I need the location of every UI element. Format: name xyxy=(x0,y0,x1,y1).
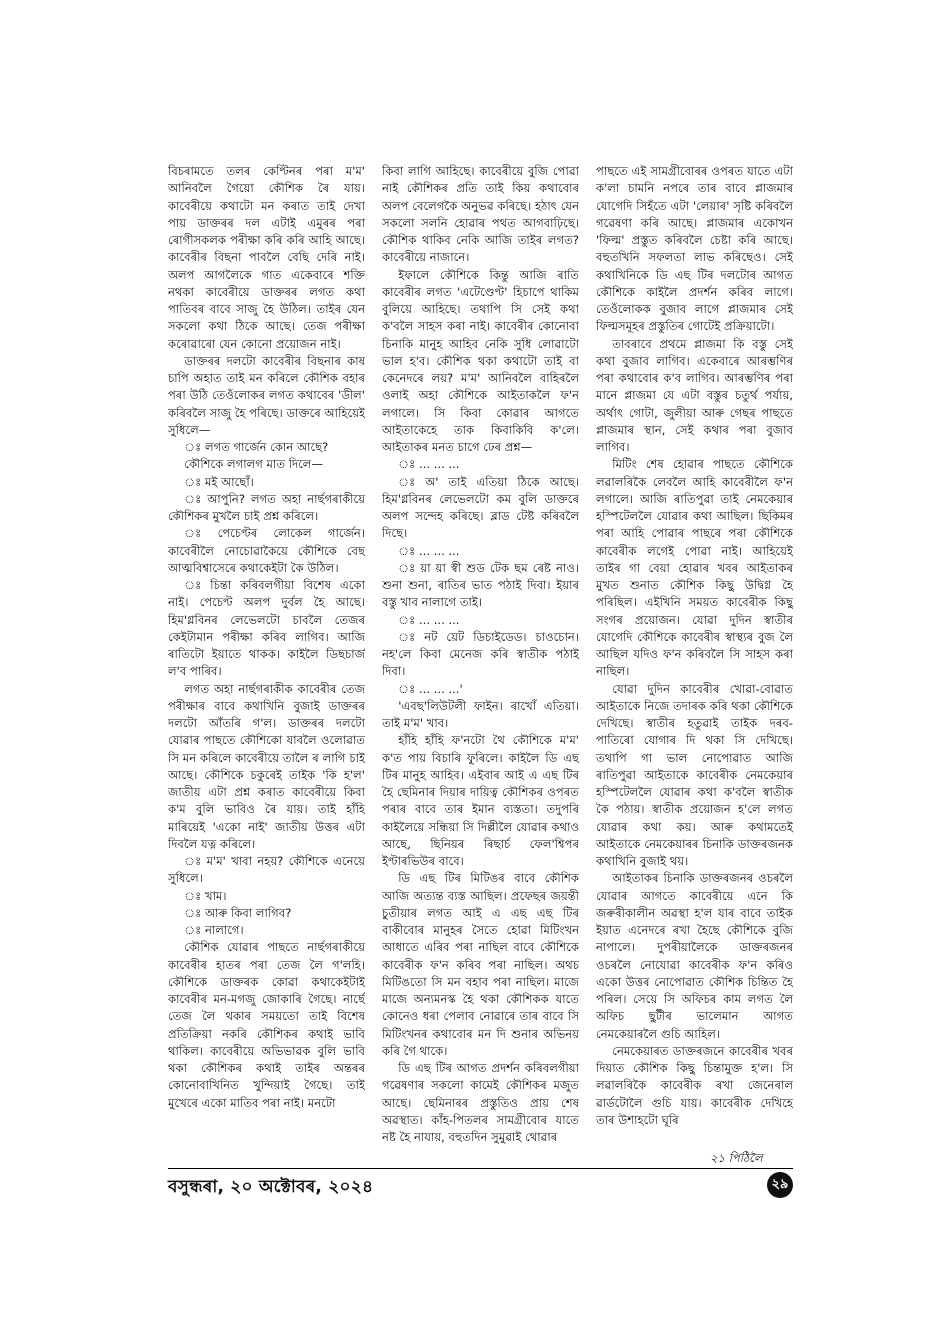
paragraph: ডি এছ টিৰ মিটিঙৰ বাবে কৌশিক আজি অত্যন্ত ব্যস্ত আছিল। প্ৰফেছৰ জয়ন্তী চুতীয়াৰ লগত আই এ এছ এছ টিৰ বাকীবোৰ মানুহৰ সৈতে হোৱা মিটিংখন আধাতে এৰিব পৰা নাছিল বাবে কৌশিকে কাবেৰীক ফ'ন কৰিব পৰা নাছিল। অথচ মিটিঙতো সি মন বহাব পৰা নাছিল। মাজে মাজে অন্যমনস্ক হৈ থকা কৌশিকক যাতে কোনেও ধৰা পেলাব নোৱাৰে তাৰ বাবে সি মিটিংখনৰ কথাবোৰ মন দি শুনাৰ অভিনয় কৰি গৈ থাকে। xyxy=(382,871,579,1058)
continued-note: ২১ পিঠিলৈ xyxy=(710,1151,763,1165)
paragraph: ঃ আপুনি? লগত অহা নাৰ্ছগৰাকীয়ে কৌশিকৰ মুখলৈ চাই প্ৰশ্ন কৰিলে। xyxy=(168,491,365,523)
paragraph: ইফালে কৌশিকে কিন্তু আজি ৰাতি কাবেৰীৰ লগত 'এটেণ্ডেণ্ট' হিচাপে থাকিম বুলিয়ে আহিছে। তথাপি সি সেই কথা ক'বলৈ সাহস কৰা নাই। কাবেৰীৰ কোনোবা চিনাকি মানুহ আহিব নেকি সুধি লোৱাটো ভাল হ'ব। কৌশিক থকা কথাটো তাই বা কেনেদৰে লয়? ম'ম' আনিবলৈ বাহিৰলৈ ওলাই অহা কৌশিকে আইতাকলৈ ফ'ন লগালে। সি কিবা কোৱাৰ আগতে আইতাকেহে তাক কিবাকিবি ক'লে। আইতাকৰ মনত চাগে ঢেৰ প্ৰশ্ন— xyxy=(382,267,579,454)
paragraph: ঃ আৰু কিবা লাগিব? xyxy=(184,905,292,920)
paragraph: কৌশিক যোৱাৰ পাছতে নাৰ্ছগৰাকীয়ে কাবেৰীৰ হাতৰ পৰা তেজ লৈ গ'লহি। কৌশিকে ডাক্তৰক কোৱা কথাকেইটাই কাবেৰীৰ মন-মগজু জোকাৰি গৈছে। নাৰ্ছে তেজ লৈ থকাৰ সময়তো তাই বিশেষ প্ৰতিক্ৰিয়া নকৰি কৌশিকৰ কথাই ভাবি থাকিল। কাবেৰীয়ে অভিভাৱক বুলি ভাবি থকা কৌশিকৰ কথাই তাইৰ অন্তৰৰ কোনোবাখিনিত খুন্দিয়াই গৈছে। তাই মুখেৰে একো মাতিব পৰা নাই। মনটো xyxy=(168,940,365,1110)
paragraph: পাছতে এই সামগ্ৰীবোৰৰ ওপৰত যাতে এটা ক'লা চামনি নপৰে তাৰ বাবে প্লাজমাৰ যোগেদি সিহঁতে এটা 'লেয়াৰ' সৃষ্টি কৰিবলৈ গৱেষণা কৰি আছে। প্লাজমাৰ একোখন 'ফিল্ম' প্ৰস্তুত কৰিবলৈ চেষ্টা কৰি আছে। বহুতখিনি সফলতা লাভ কৰিছেও। সেই কথাখিনিকে ডি এছ টিৰ দলটোৰ আগত কৌশিকে কাইলৈ প্ৰদৰ্শন কৰিব লাগে। তেওঁলোকক বুজাব লাগে প্লাজমাৰ সেই ফিল্মসমূহৰ প্ৰস্তুতিৰ গোটেই প্ৰক্ৰিয়াটো। xyxy=(596,164,793,334)
text-column-1 xyxy=(168,163,365,1163)
paragraph: কৌশিকে লগালগ মাত দিলে— xyxy=(184,457,324,472)
article-body xyxy=(168,163,793,1163)
text-column-3 xyxy=(596,163,793,1163)
paragraph: নেমকেয়াৰত ডাক্তৰজনে কাবেৰীৰ খবৰ দিয়াত কৌশিক কিছু চিন্তামুক্ত হ'ল। সি লৱালৰিকৈ কাবেৰীক ৰখা জেনেৰাল ৱাৰ্ডটোলৈ গুচি যায়। কাবেৰীক দেখিহে তাৰ উশাহটো ঘূৰি xyxy=(596,1043,793,1127)
paragraph: ঃ চিন্তা কৰিবলগীয়া বিশেষ একো নাই। পেচেণ্ট অলপ দুৰ্বল হৈ আছে। হিম'গ্লবিনৰ লেভেলটো চাবলৈ তেজৰ কেইটামান পৰীক্ষা কৰিব লাগিব। আজি ৰাতিটো ইয়াতে থাকক। কাইলৈ ডিছচাৰ্জ ল'ব পাৰিব। xyxy=(168,578,365,679)
paragraph: ঃ ম'ম' খাবা নহয়? কৌশিকে এনেয়ে সুধিলে। xyxy=(168,854,365,886)
footer-rule xyxy=(168,1168,793,1169)
magazine-title-date: বসুন্ধৰা, ২০ অক্টোবৰ, ২০২৪ xyxy=(168,1177,374,1197)
paragraph: ঃ নট য়েট ডিচাইডেড। চাওচোন। নহ'লে কিবা মেনেজ কৰি স্বাতীক পঠাই দিবা। xyxy=(382,629,579,679)
paragraph: ঃ লগত গাৰ্জেন কোন আছে? xyxy=(184,440,329,454)
paragraph: যোৱা দুদিন কাবেৰীৰ খোৱা-বোৱাত আইতাকে নিজে তদাৰক কৰি থকা কৌশিকে দেখিছে। স্বাতীৰ হতুৱাই তাইক দৰব-পাতিৰো যোগাৰ দি থকা সি দেখিছে। তথাপি গা ভাল নোপোৱাত আজি ৰাতিপুৱা আইতাকে কাবেৰীক নেমকেয়াৰ হস্পিটেললৈ যোৱাৰ কথা ক'বলৈ স্বাতীক কৈ পঠায়। স্বাতীক প্ৰয়োজন হ'লে লগত যোৱাৰ কথা কয়। আৰু কথামতেই আইতাকে নেমকেয়াৰৰ চিনাকি ডাক্তৰজনক কথাখিনি বুজাই থয়। xyxy=(596,681,793,868)
paragraph: বিচৰামতে তলৰ কেণ্টিনৰ পৰা ম'ম' আনিবলৈ গৈয়ো কৌশিক ৰৈ যায়। কাবেৰীয়ে কথাটো মন কৰাত তাই দেখা পায় ডাক্তৰৰ দল এটাই এমুৰৰ পৰা ৰোগীসকলক পৰীক্ষা কৰি কৰি আহি আছে। কাবেৰীৰ বিছনা পাবলৈ বেছি দেৰি নাই। অলপ আগলৈকে গাত একেবাৰে শক্তি নথকা কাবেৰীয়ে ডাক্তৰৰ লগত কথা পাতিবৰ বাবে সাজু হৈ উঠিল। তাইৰ যেন সকলো কথা ঠিকে আছে। তেজ পৰীক্ষা কৰোৱাৰো যেন কোনো প্ৰয়োজন নাই। xyxy=(168,164,365,351)
page-number-badge: ২৯ xyxy=(767,1172,793,1198)
paragraph: ঃ অ' তাই এতিয়া ঠিকে আছে। হিম'গ্লবিনৰ লেভেলটো কম বুলি ডাক্তৰে অলপ সন্দেহ কৰিছে। ব্লাড টেষ্ট কৰিবলৈ দিছে। xyxy=(382,474,579,541)
paragraph: ঃ ... ... ... xyxy=(398,612,460,627)
paragraph: ঃ মই আছোঁ। xyxy=(184,474,254,489)
paragraph: ঃ পেচেণ্টৰ লোকেল গাৰ্জেন। কাবেৰীলৈ নোচোৱাকৈয়ে কৌশিকে বেছ আত্মবিশ্বাসেৰে কথাকেইটা কৈ উঠিল। xyxy=(168,526,365,575)
paragraph: ডাক্তৰৰ দলটো কাবেৰীৰ বিছনাৰ কাষ চাপি অহাত তাই মন কৰিলে কৌশিক বহাৰ পৰা উঠি তেওঁলোকৰ লগত কথাবেৰ 'ডীল' কৰিবলৈ সাজু হৈ পৰিছে। ডাক্তৰে আহিয়েই সুধিলে— xyxy=(168,353,365,437)
paragraph: ঃ ... ... ... xyxy=(398,543,460,558)
text-column-2 xyxy=(382,163,579,1163)
paragraph: হাঁহি হাঁহি ফ'নটো থৈ কৌশিকে ম'ম' ক'ত পায় বিচাৰি ফুৰিলে। কাইলৈ ডি এছ টিৰ মানুহ আহিব। এইবাৰ আই এ এছ টিৰ হৈ ছেমিনাৰ দিয়াৰ দায়িত্ব কৌশিকৰ ওপৰত পৰাৰ বাবে তাৰ ইমান ব্যস্ততা। তদুপৰি কাইলৈয়ে সন্ধিয়া সি দিল্লীলৈ যোৱাৰ কথাও আছে, ছিনিয়ৰ ৰিছাৰ্চ ফেল'শ্বিপৰ ইণ্টাৰভিউৰ বাবে। xyxy=(382,733,579,868)
paragraph: ঃ ... ... ...' xyxy=(398,681,463,696)
paragraph: 'এবছ'লিউটলী ফাইন। ৰাখোঁ এতিয়া। তাই ম'ম' খাব। xyxy=(382,698,579,730)
paragraph: মিটিং শেষ হোৱাৰ পাছতে কৌশিকে লৱালৰিকৈ লেবলৈ আহি কাবেৰীলৈ ফ'ন লগালে। আজি ৰাতিপুৱা তাই নেমকেয়াৰ হস্পিটেললৈ যোৱাৰ কথা আছিল। ছিকিমৰ পৰা আহি পোৱাৰ পাছৰে পৰা কৌশিকে কাবেৰীক লগেই পোৱা নাই। আহিয়েই তাইৰ গা বেয়া হোৱাৰ খবৰ আইতাকৰ মুখত শুনাত কৌশিক কিছু উদ্বিগ্ন হৈ পৰিছিল। এইখিনি সময়ত কাবেৰীক কিছু সংগৰ প্ৰয়োজন। যোৱা দুদিন স্বাতীৰ যোগেদি কৌশিকে কাবেৰীৰ স্বাস্থ্যৰ বুজ লৈ আছিল যদিও ফ'ন কৰিবলৈ সি সাহস কৰা নাছিল। xyxy=(596,457,793,679)
paragraph: কিবা লাগি আহিছে। কাবেৰীয়ে বুজি পোৱা নাই কৌশিকৰ প্ৰতি তাই কিয় কথাবোৰ অলপ বেলেগকৈ অনুভৱ কৰিছে। হঠাৎ যেন সকলো সলনি হোৱাৰ পথত আগবাঢ়িছে। কৌশিক থাকিব নেকি আজি তাইৰ লগত? কাবেৰীয়ে নাজানে। xyxy=(382,164,579,265)
paragraph: আইতাকৰ চিনাকি ডাক্তৰজনৰ ওচৰলৈ যোৱাৰ আগতে কাবেৰীয়ে এনে কি জৰুৰীকালীন অৱস্থা হ'ল যাৰ বাবে তাইক ইয়াত এনেদৰে ৰখা হৈছে কৌশিকে বুজি নাপালে। দুপৰীয়ালৈকে ডাক্তৰজনৰ ওচৰলৈ নোযোৱা কাবেৰীক ফ'ন কৰিও একো উত্তৰ নোপোৱাত কৌশিক চিন্তিত হৈ পৰিল। সেয়ে সি অফিচৰ কাম লগত লৈ অফিচ ছুটীৰ ভালেমান আগত নেমকেয়াৰলৈ গুচি আহিল। xyxy=(596,871,793,1041)
paragraph: ঃ ... ... ... xyxy=(398,457,460,472)
paragraph: ঃ য়া য়া স্বী শুড টেক ছম ৰেষ্ট নাও। শুনা শুনা, ৰাতিৰ ভাত পঠাই দিবা। ইয়াৰ বস্তু খাব নালাগে তাই। xyxy=(382,560,579,610)
paragraph: তাবৰাবে প্ৰথমে প্লাজমা কি বস্তু সেই কথা বুজাব লাগিব। একেবাৰে আৰম্ভণিৰ পৰা কথাবোৰ ক'ব লাগিব। আৰম্ভণিৰ পৰা মানে প্লাজমা যে এটা বস্তুৰ চতুৰ্থ পৰ্যায়, অৰ্থাৎ গোটা, জুলীয়া আৰু গেছৰ পাছতে প্লাজমাৰ স্থান, সেই কথাৰ পৰা বুজাব লাগিব। xyxy=(596,336,793,454)
paragraph: ডি এছ টিৰ আগত প্ৰদৰ্শন কৰিবলগীয়া গৱেষণাৰ সকলো কামেই কৌশিকৰ মজুত আছে। ছেমিনাৰৰ প্ৰস্তুতিও প্ৰায় শেষ অৱস্থাত। কাঁহ-পিতলৰ সামগ্ৰীবোৰ যাতে নষ্ট হৈ নাযায়, বহুতদিন সুমুৱাই থোৱাৰ xyxy=(382,1061,579,1144)
paragraph: ঃ খাম। xyxy=(184,888,227,903)
page-footer xyxy=(168,1172,793,1198)
paragraph: ঃ নালাগে। xyxy=(184,923,244,937)
paragraph: লগত অহা নাৰ্ছগৰাকীক কাবেৰীৰ তেজ পৰীক্ষাৰ বাবে কথাখিনি বুজাই ডাক্তৰৰ দলটো আঁতৰি গ'ল। ডাক্তৰৰ দলটো যোৱাৰ পাছতে কৌশিকো যাবলৈ ওলোৱাত সি মন কৰিলে কাবেৰীয়ে তালৈ ৰ লাগি চাই আছে। কৌশিকে চকুৰেই তাইক 'কি হ'ল' জাতীয় এটা প্ৰশ্ন কৰাত কাবেৰীয়ে কিবা ক'ম বুলি ভাবিও ৰৈ যায়। তাই হাঁহি মাৰিয়েই 'একো নাই' জাতীয় উত্তৰ এটা দিবলৈ যত্ন কৰিলে। xyxy=(168,681,365,851)
